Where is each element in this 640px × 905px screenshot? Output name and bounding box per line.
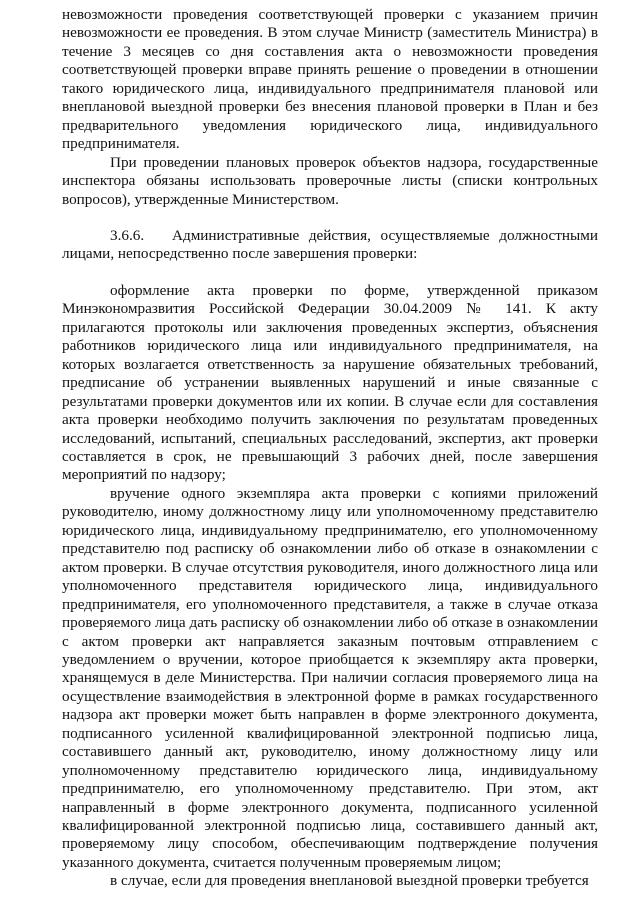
paragraph-continuation: невозможности проведения соответствующей проверки с указанием причин невозможности ее проведения. В этом случае Министр (заместитель Министра) в течение 3 месяцев со дня составления акта о невозможности проведения соответствующей проверки вправе принять решение о проведении в отношении такого юридического лица, индивидуального предпринимателя плановой или внеплановой выездной проверки без внесения плановой проверки в План и без предварительного уведомления юридического лица, индивидуального предпринимателя.	[62, 6, 598, 153]
section-heading-text: Административные действия, осуществляемые должностными лицами, непосредственно после завершения проверки:	[62, 226, 598, 263]
paragraph-act-preparation: оформление акта проверки по форме, утвержденной приказом Минэкономразвития Российской Федерации 30.04.2009 № 141. К акту прилагаются протоколы или заключения проведенных экспертиз, объяснения работников юридического лица или индивидуального предпринимателя, на которых возлагается ответственность за нарушение обязательных требований, предписание об устранении выявленных нарушений и иные связанные с результатами проверки документов или их копии. В случае если для составления акта проверки необходимо получить заключения по результатам проведенных исследований, испытаний, специальных расследований, экспертиз, акт проверки составляется в срок, не превышающий 3 рабочих дней, после завершения мероприятий по надзору;	[62, 281, 598, 484]
paragraph-checklists: При проведении плановых проверок объектов надзора, государственные инспектора обязаны использовать проверочные листы (списки контрольных вопросов), утвержденные Министерством.	[62, 153, 598, 208]
paragraph-act-delivery: вручение одного экземпляра акта проверки с копиями приложений руководителю, иному должностному лицу или уполномоченному представителю юридического лица, индивидуальному предпринимателю, его уполномоченному представителю под расписку об ознакомлении либо об отказе в ознакомлении с актом проверки. В случае отсутствия руководителя, иного должностного лица или уполномоченного представителя юридического лица, индивидуального предпринимателя, его уполномоченного представителя, а также в случае отказа проверяемого лица дать расписку об ознакомлении либо об отказе в ознакомлении с актом проверки акт направляется заказным почтовым отправлением с уведомлением о вручении, которое приобщается к экземпляру акта проверки, хранящемуся в деле Министерства. При наличии согласия проверяемого лица на осуществление взаимодействия в электронной форме в рамках государственного надзора акт проверки может быть направлен в форме электронного документа, подписанного усиленной квалифицированной электронной подписью лица, составившего данный акт, руководителю, иному должностному лицу или уполномоченному представителю юридического лица, индивидуальному предпринимателю, его уполномоченному представителю. При этом, акт направленный в форме электронного документа, подписанного усиленной квалифицированной электронной подписью лица, составившего данный акт, проверяемому лицу способом, обеспечивающим подтверждение получения указанного документа, считается полученным проверяемым лицом;	[62, 484, 598, 871]
paragraph-unscheduled-inspection: в случае, если для проведения внеплановой выездной проверки требуется	[110, 872, 589, 890]
section-heading-3-6-6	[62, 227, 598, 264]
document-page	[62, 6, 598, 891]
section-number: 3.6.6.	[110, 226, 145, 244]
